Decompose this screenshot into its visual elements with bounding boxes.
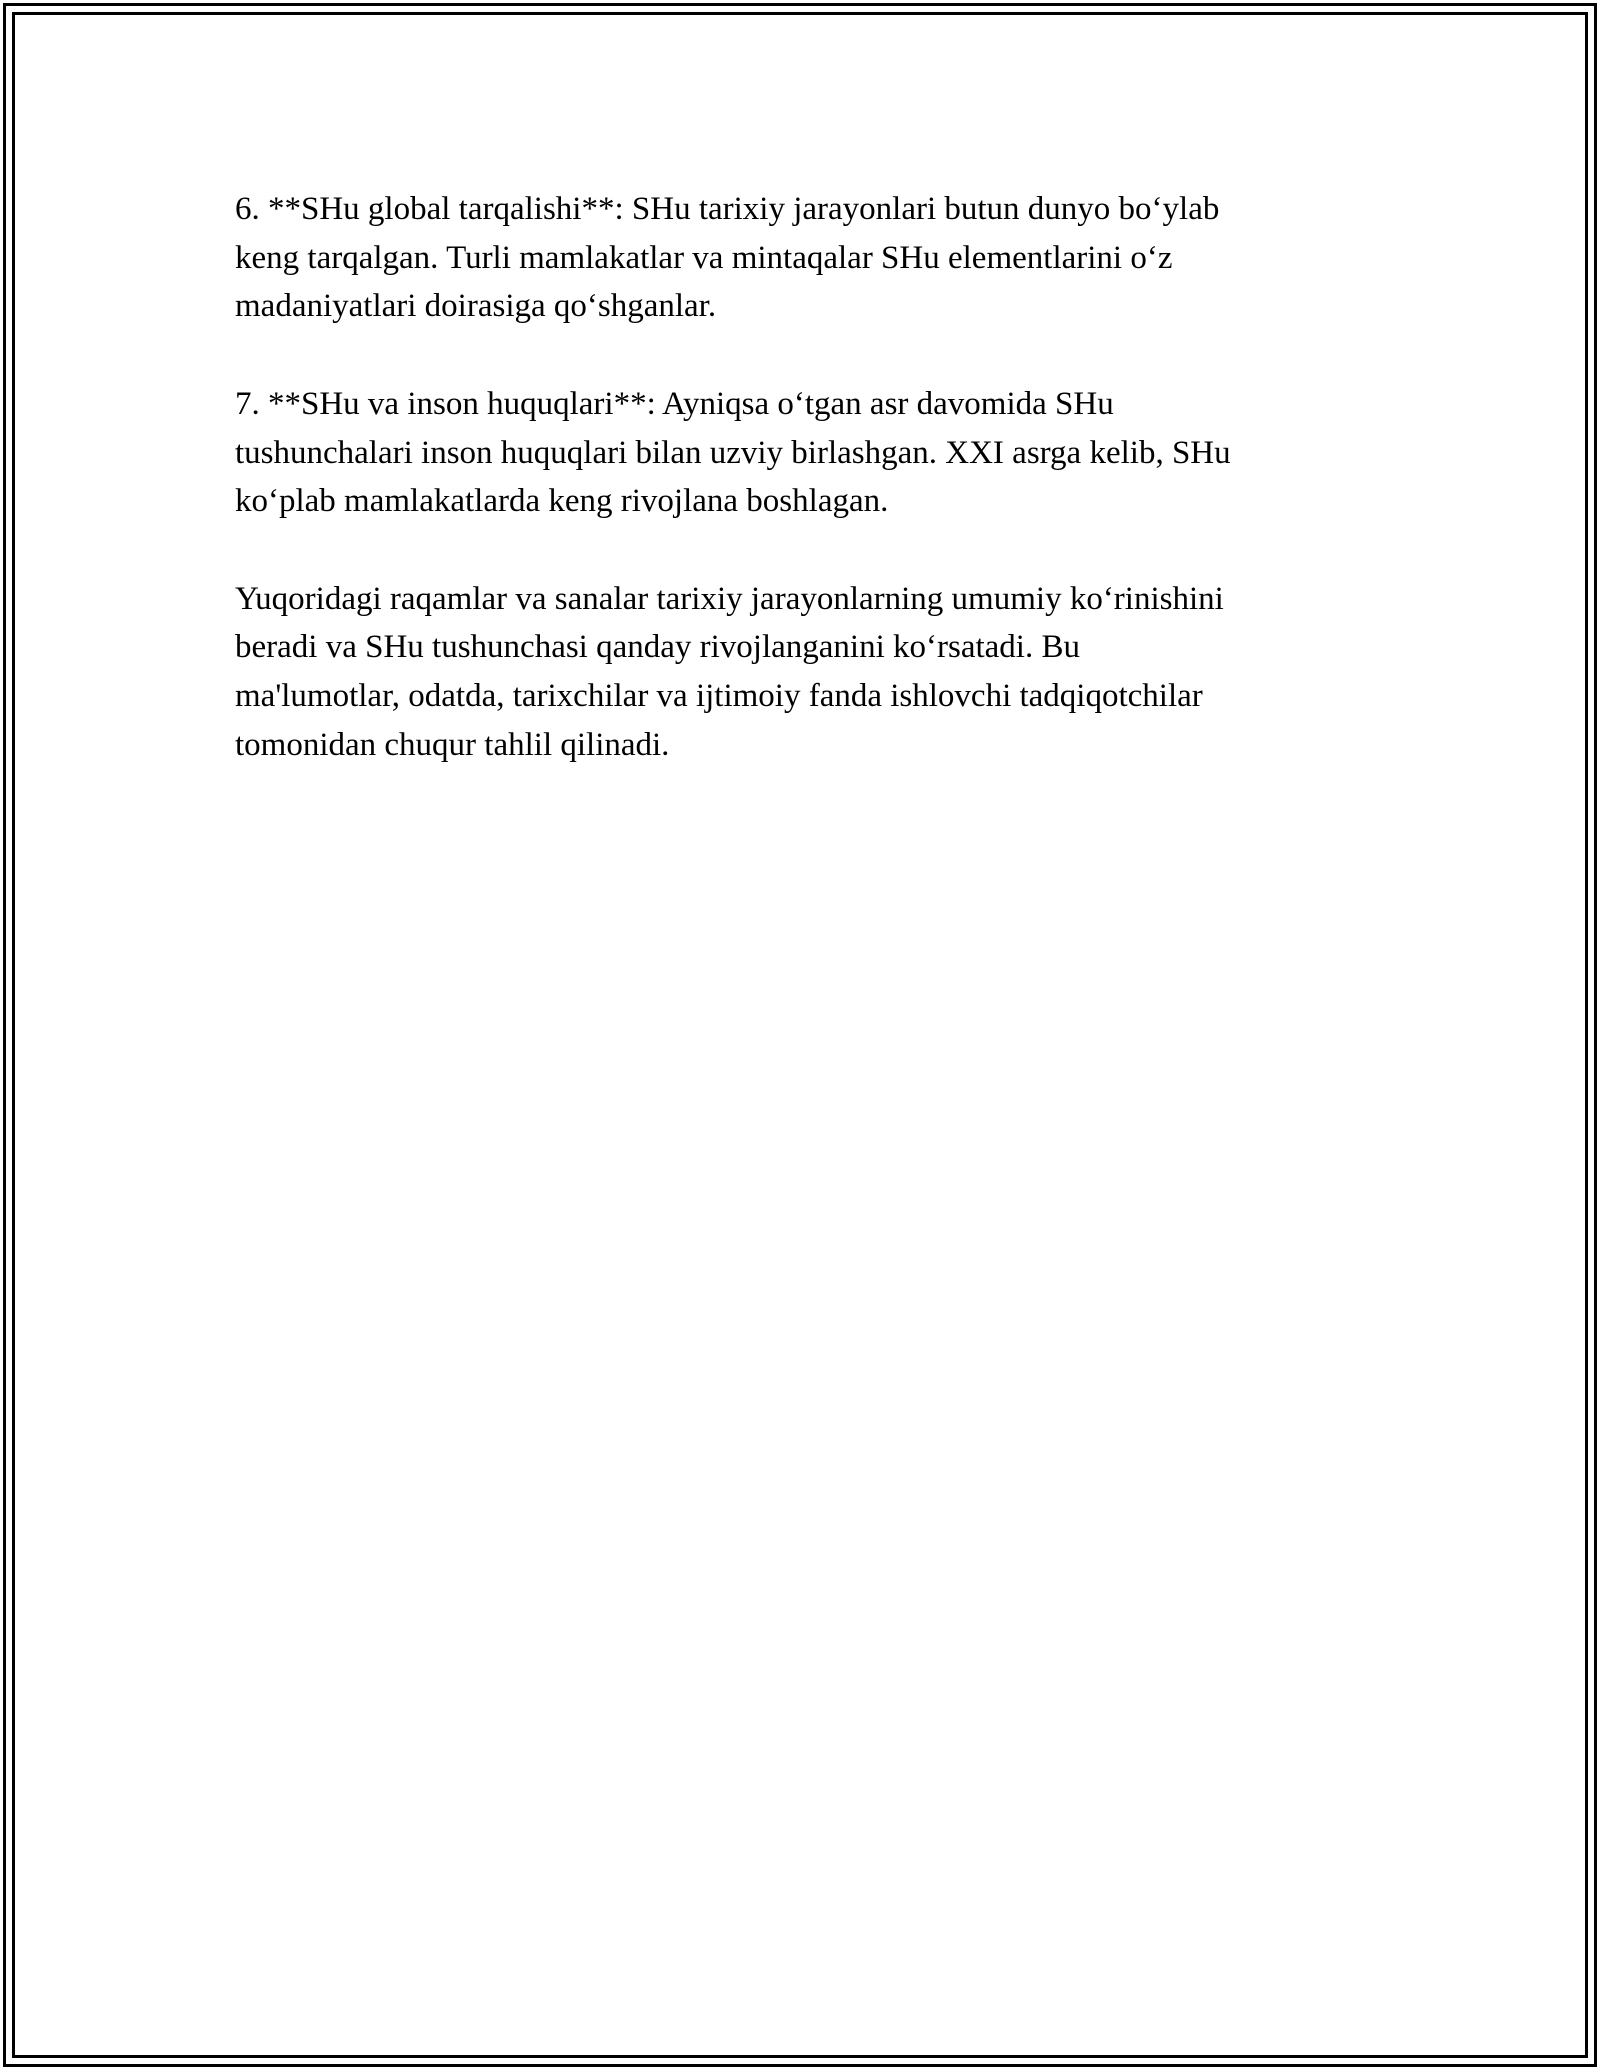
document-body — [235, 185, 1365, 818]
paragraph-global-spread: 6. **SHu global tarqalishi**: SHu tarixiy jarayonlari butun dunyo bo‘ylab keng tarqalgan. Turli mamlakatlar va mintaqalar SHu elementlarini o‘z madaniyatlari doirasiga qo‘shganlar. — [235, 191, 1220, 325]
paragraph-conclusion: Yuqoridagi raqamlar va sanalar tarixiy jarayonlarning umumiy ko‘rinishini beradi va SHu tushunchasi qanday rivojlanganini ko‘rsatadi. Bu ma'lumotlar, odatda, tarixchilar va ijtimoiy fanda ishlovchi tadqiqotchilar tomonidan chuqur tahlil qilinadi. — [235, 580, 1224, 763]
paragraph-human-rights: 7. **SHu va inson huquqlari**: Ayniqsa o‘tgan asr davomida SHu tushunchalari inson huquqlari bilan uzviy birlashgan. XXI asrga kelib, SHu ko‘plab mamlakatlarda keng rivojlana boshlagan. — [235, 385, 1231, 520]
